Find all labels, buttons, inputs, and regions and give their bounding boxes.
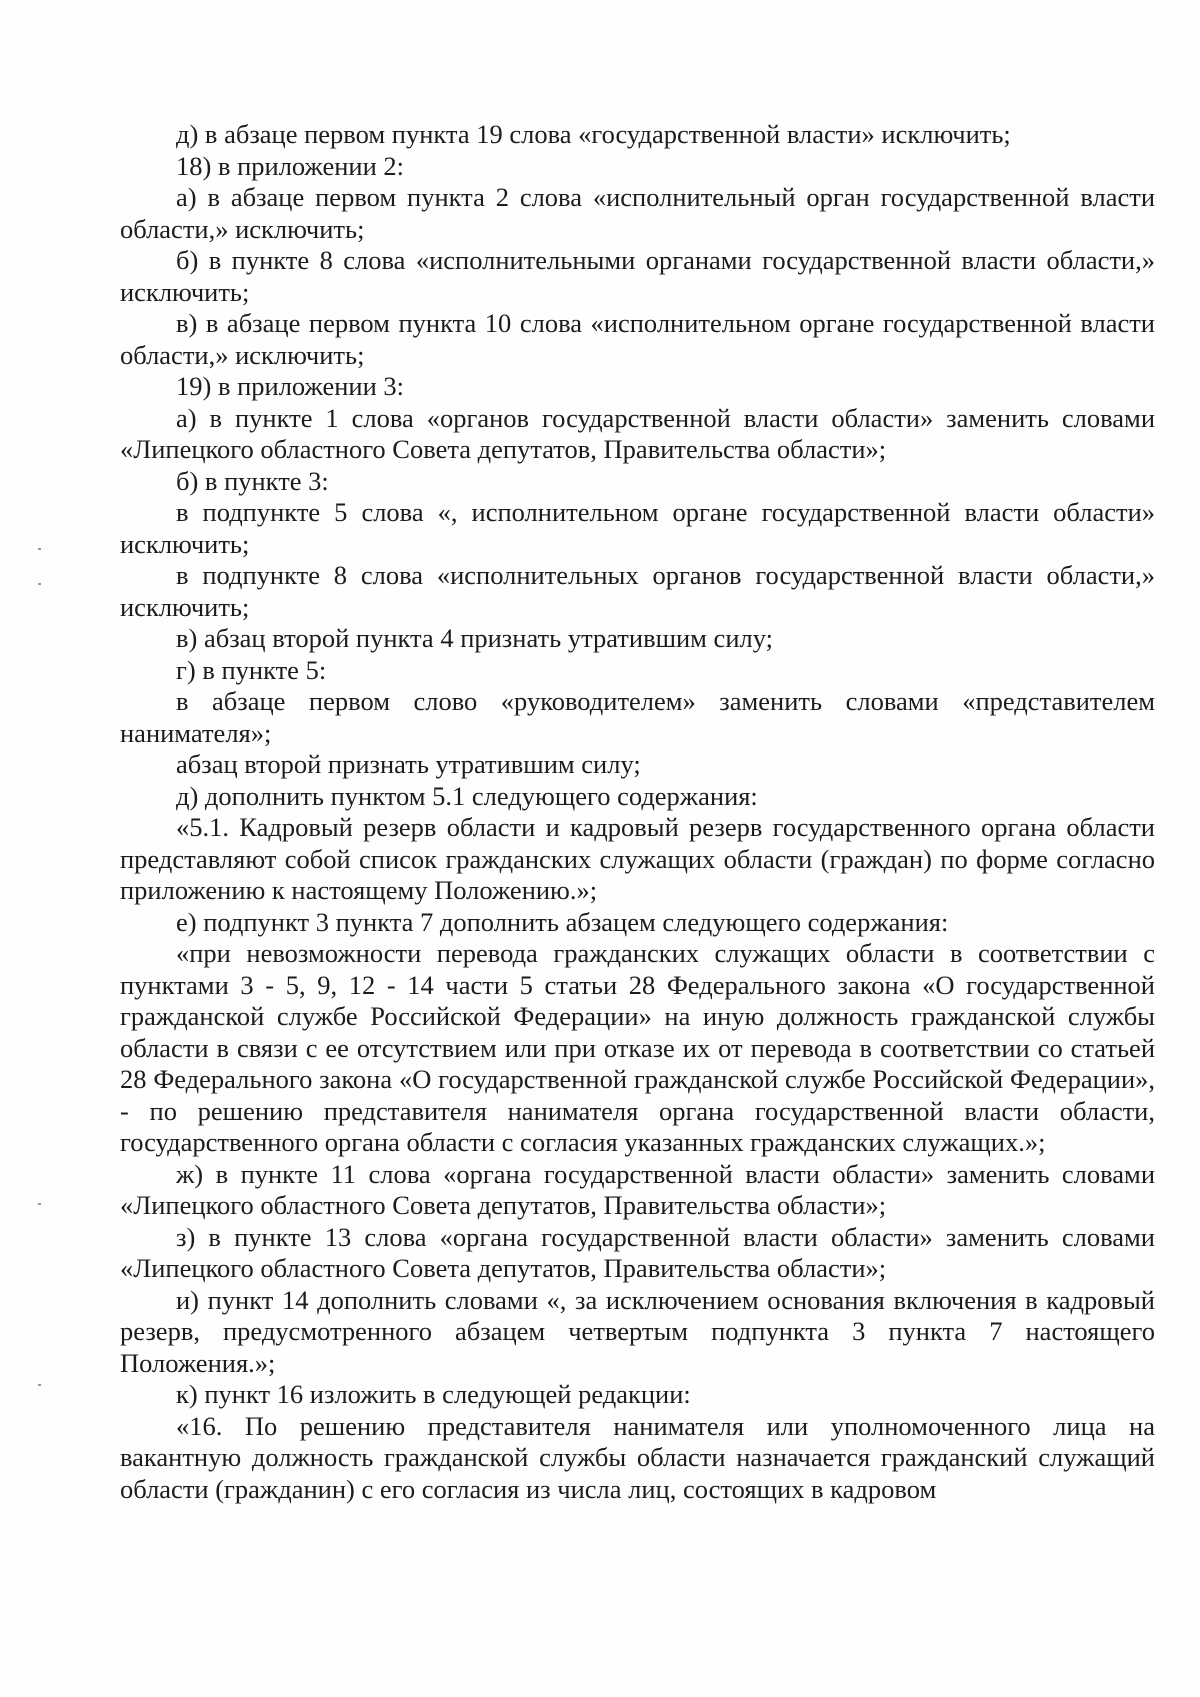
paragraph: е) подпункт 3 пункта 7 дополнить абзацем следующего содержания:	[176, 906, 949, 937]
paragraph: ж) в пункте 11 слова «органа государственной власти области» заменить словами «Липецкого областного Совета депутатов, Правительства области»;	[120, 1158, 1155, 1220]
paragraph: «16. По решению представителя нанимателя или уполномоченного лица на вакантную должность гражданской службы области назначается гражданский служащий области (гражданин) с его согласия из числа лиц, состоящих в кадровом	[120, 1410, 1155, 1504]
paragraph: в абзаце первом слово «руководителем» заменить словами «представителем нанимателя»;	[120, 686, 1155, 748]
paragraph: г) в пункте 5:	[176, 654, 327, 685]
paragraph: б) в пункте 3:	[176, 465, 329, 496]
scan-mark	[38, 1203, 41, 1205]
scan-mark	[38, 1384, 41, 1386]
paragraph: д) дополнить пунктом 5.1 следующего содержания:	[176, 780, 758, 811]
scan-mark	[38, 583, 41, 585]
paragraph: б) в пункте 8 слова «исполнительными органами государственной власти области,» исключить;	[120, 245, 1155, 307]
scan-mark	[38, 548, 41, 550]
paragraph: в подпункте 8 слова «исполнительных органов государственной власти области,» исключить;	[120, 560, 1155, 622]
paragraph: а) в абзаце первом пункта 2 слова «исполнительный орган государственной власти области,» исключить;	[120, 182, 1155, 244]
paragraph: «при невозможности перевода гражданских служащих области в соответствии с пунктами 3 - 5, 9, 12 - 14 части 5 статьи 28 Федерального закона «О государственной гражданской службе Российской Федерации» на иную должность гражданской службы области в связи с ее отсутствием или при отказе их от перевода в соответствии со статьей 28 Федерального закона «О государственной гражданской службе Российской Федерации», - по решению представителя нанимателя органа государственной власти области, государственного органа области с согласия указанных гражданских служащих.»;	[120, 938, 1155, 1157]
paragraph: в подпункте 5 слова «, исполнительном органе государственной власти области» исключить;	[120, 497, 1155, 559]
paragraph: з) в пункте 13 слова «органа государственной власти области» заменить словами «Липецкого областного Совета депутатов, Правительства области»;	[120, 1221, 1155, 1283]
paragraph: в) в абзаце первом пункта 10 слова «исполнительном органе государственной власти области,» исключить;	[120, 308, 1155, 370]
paragraph: а) в пункте 1 слова «органов государственной власти области» заменить словами «Липецкого областного Совета депутатов, Правительства области»;	[120, 402, 1155, 464]
paragraph: в) абзац второй пункта 4 признать утратившим силу;	[176, 623, 773, 653]
paragraph: «5.1. Кадровый резерв области и кадровый резерв государственного органа области представляют собой список гражданских служащих области (граждан) по форме согласно приложению к настоящему Положению.»;	[120, 812, 1155, 905]
paragraph: 18) в приложении 2:	[176, 150, 405, 181]
paragraph: 19) в приложении 3:	[176, 371, 405, 401]
paragraph: абзац второй признать утратившим силу;	[176, 749, 641, 779]
paragraph: к) пункт 16 изложить в следующей редакции:	[176, 1379, 691, 1409]
paragraph: д) в абзаце первом пункта 19 слова «государственной власти» исключить;	[176, 119, 1011, 149]
document-body	[120, 119, 1155, 1505]
paragraph: и) пункт 14 дополнить словами «, за исключением основания включения в кадровый резерв, предусмотренного абзацем четвертым подпункта 3 пункта 7 настоящего Положения.»;	[120, 1284, 1155, 1378]
